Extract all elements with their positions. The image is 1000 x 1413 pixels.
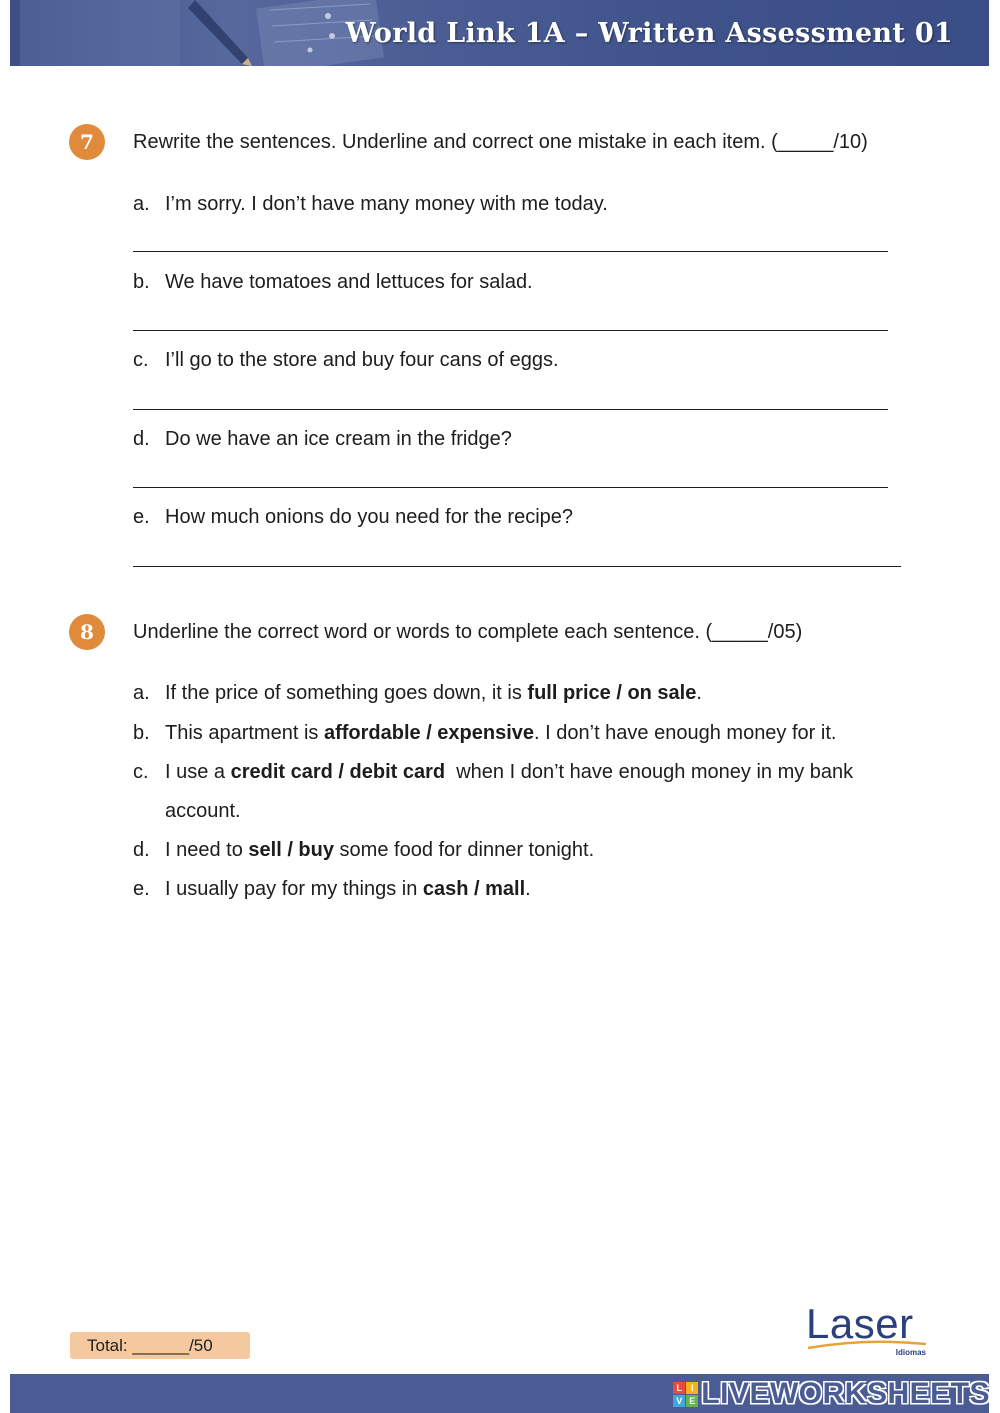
exercise-7-item-e [133, 505, 573, 529]
item-letter: d. [133, 839, 150, 861]
watermark-text: LIVEWORKSHEETS [701, 1377, 990, 1410]
word-choice-options[interactable]: sell / buy [248, 839, 334, 861]
item-text-after: . I don’t have enough money for it. [534, 722, 837, 744]
answer-line-b[interactable] [133, 330, 888, 331]
header-banner [10, 0, 989, 66]
answer-line-a[interactable] [133, 251, 888, 252]
item-text-before: If the price of something goes down, it is [165, 682, 528, 704]
answer-line-d[interactable] [133, 487, 888, 488]
item-text-before: I need to [165, 839, 249, 861]
item-text-before: This apartment is [165, 722, 324, 744]
item-letter: e. [133, 506, 150, 528]
liveworksheets-watermark [673, 1378, 990, 1410]
word-choice-options[interactable]: full price / on sale [527, 682, 697, 704]
exercise-7-instruction: Rewrite the sentences. Underline and correct one mistake in each item. (_____/10) [133, 131, 868, 153]
item-text-after: . [525, 878, 531, 900]
exercise-7-number-badge: 7 [69, 124, 105, 160]
item-letter: e. [133, 878, 150, 900]
exercise-7-item-d [133, 427, 512, 451]
answer-line-e[interactable] [133, 566, 901, 567]
logo-wordmark: Laser [806, 1300, 914, 1347]
word-choice-options[interactable]: affordable / expensive [323, 722, 535, 744]
word-choice-options[interactable]: credit card / debit card [230, 761, 446, 783]
exercise-7-item-a [133, 192, 608, 216]
item-letter: d. [133, 428, 150, 450]
item-sentence: How much onions do you need for the recipe? [165, 506, 574, 528]
exercise-8-item-c-continuation: account. [165, 800, 241, 822]
item-letter: c. [133, 761, 149, 783]
item-letter: a. [133, 682, 150, 704]
item-text-before: I use a [165, 761, 231, 783]
item-text-before: I usually pay for my things in [165, 878, 423, 900]
item-letter: b. [133, 722, 150, 744]
exercise-8-item-c [133, 760, 933, 784]
exercise-8-number-badge: 8 [69, 614, 105, 650]
item-sentence: I’ll go to the store and buy four cans of eggs. [165, 349, 559, 371]
item-text-after: when I don’t have enough money in my bank [445, 761, 854, 783]
logo-subtitle: Idiomas [895, 1348, 926, 1357]
liveworksheets-logo-icon: L I V E [673, 1382, 698, 1407]
exercise-8-item-b [133, 721, 836, 745]
page-title: World Link 1A – Written Assessment 01 [345, 18, 953, 49]
total-score-box: Total: ______/50 [70, 1332, 250, 1359]
item-letter: a. [133, 193, 150, 215]
exercise-8-item-a [133, 681, 702, 705]
item-text-after: . [696, 682, 702, 704]
word-choice-options[interactable]: cash / mall [422, 878, 526, 900]
item-letter: b. [133, 271, 150, 293]
item-sentence: We have tomatoes and lettuces for salad. [165, 271, 533, 293]
item-letter: c. [133, 349, 149, 371]
exercise-8-item-d [133, 838, 594, 862]
exercise-8-item-e [133, 877, 531, 901]
item-sentence: I’m sorry. I don’t have many money with me today. [165, 193, 608, 215]
item-text-after: some food for dinner tonight. [334, 839, 595, 861]
item-sentence: Do we have an ice cream in the fridge? [165, 428, 512, 450]
laser-logo [806, 1300, 928, 1360]
exercise-7-item-c [133, 348, 559, 372]
exercise-8-instruction: Underline the correct word or words to complete each sentence. (_____/05) [133, 621, 803, 643]
exercise-7-item-b [133, 270, 533, 294]
answer-line-c[interactable] [133, 409, 888, 410]
